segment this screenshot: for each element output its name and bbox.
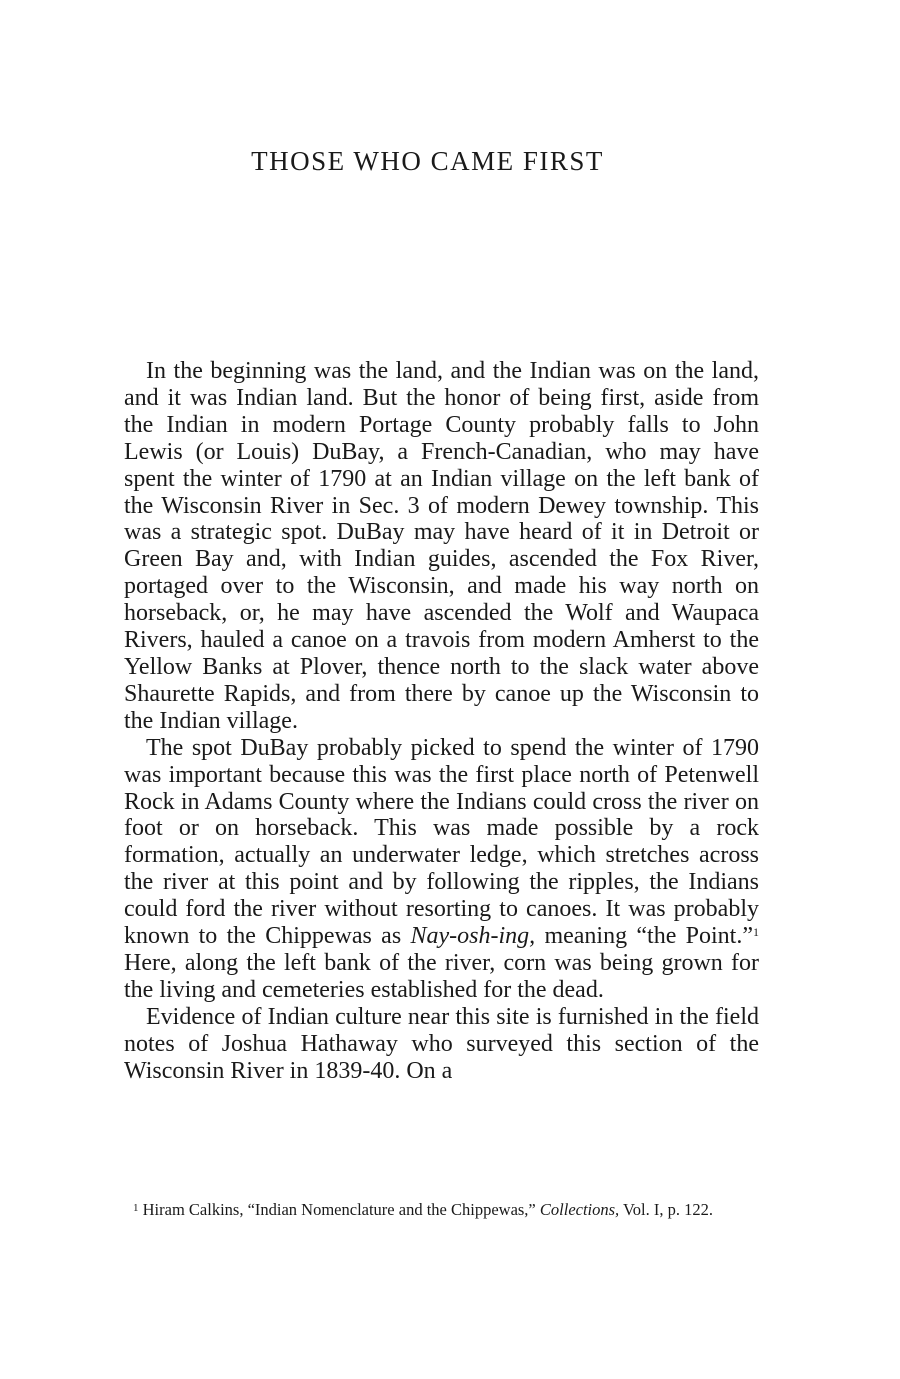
paragraph-2 bbox=[124, 735, 759, 1004]
footnote bbox=[133, 1199, 765, 1221]
paragraph-2-text-c: Here, along the left bank of the river, corn was being grown for the living and cemeteries established for the dead. bbox=[124, 949, 759, 1003]
paragraph-3: Evidence of Indian culture near this site is furnished in the field notes of Joshua Hathaway who surveyed this section of the Wisconsin River in 1839-40. On a bbox=[124, 1003, 759, 1084]
footnote-marker: 1 bbox=[133, 1202, 139, 1214]
footnote-text-a: Hiram Calkins, “Indian Nomenclature and the Chippewas,” bbox=[138, 1200, 540, 1219]
paragraph-2-text-a: The spot DuBay probably picked to spend the winter of 1790 was important because this was the first place north of Petenwell Rock in Adams County where the Indians could cross the river on foot or on horseback. This was made possible by a rock formation, actually an underwater ledge, which stretches across the river at this point and by following the ripples, the Indians could ford the river without resorting to canoes. It was probably known to the Chippewas as bbox=[124, 734, 759, 950]
footnote-reference: 1 bbox=[753, 925, 759, 940]
footnote-text-b: Vol. I, p. 122. bbox=[619, 1200, 714, 1219]
body-text bbox=[124, 358, 759, 1084]
footnote-italic-title: Collections, bbox=[539, 1200, 620, 1219]
chapter-title: THOSE WHO CAME FIRST bbox=[251, 146, 604, 176]
paragraph-2-italic-term: Nay-osh-ing, bbox=[410, 923, 536, 950]
paragraph-2-text-b: meaning “the Point.” bbox=[535, 923, 753, 950]
paragraph-1: In the beginning was the land, and the Indian was on the land, and it was Indian land. But the honor of being first, aside from the Indian in modern Portage County probably falls to John Lewis (or Louis) DuBay, a French-Canadian, who may have spent the winter of 1790 at an Indian village on the left bank of the Wisconsin River in Sec. 3 of modern Dewey township. This was a strategic spot. DuBay may have heard of it in Detroit or Green Bay and, with Indian guides, ascended the Fox River, portaged over to the Wisconsin, and made his way north on horseback, or, he may have ascended the Wolf and Waupaca Rivers, hauled a canoe on a travois from modern Amherst to the Yellow Banks at Plover, thence north to the slack water above Shaurette Rapids, and from there by canoe up the Wisconsin to the Indian village. bbox=[124, 358, 759, 734]
